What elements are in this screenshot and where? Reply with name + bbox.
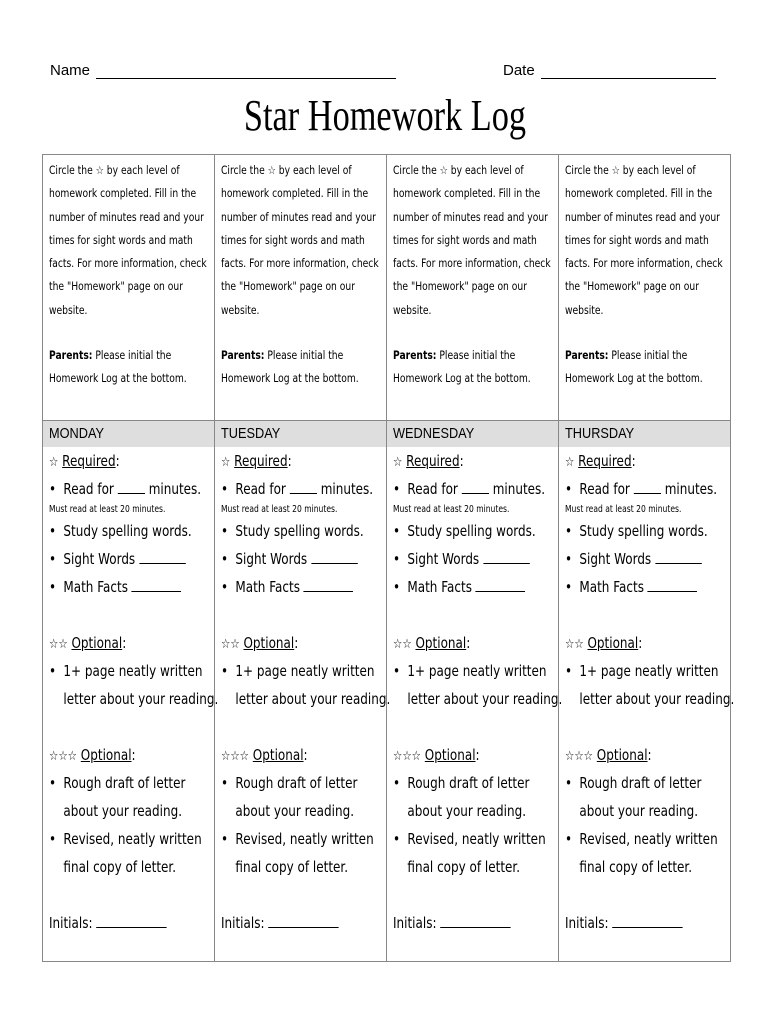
- sight-words-item: • Sight Words: [565, 545, 730, 573]
- required-section: [387, 447, 563, 937]
- date-field: [503, 62, 716, 79]
- rough-draft-line2: about your reading.: [63, 801, 183, 820]
- required-section: [559, 447, 735, 937]
- parents-note: [393, 344, 553, 391]
- instructions-block: [387, 155, 558, 391]
- parents-label: Parents:: [221, 349, 265, 363]
- rough-draft-line2: about your reading.: [235, 801, 355, 820]
- sight-words-text: Sight Words: [235, 549, 308, 568]
- parents-text: Please initial the Homework Log at the bottom.: [221, 349, 359, 386]
- rough-draft-line1: Rough draft of letter: [407, 773, 530, 792]
- rough-draft-item: • Rough draft of letter: [565, 773, 702, 792]
- header-row: [0, 62, 770, 84]
- parents-note: [221, 344, 381, 391]
- read-minutes-item: • Read for minutes.: [221, 479, 374, 498]
- read-suffix: minutes.: [492, 479, 546, 498]
- read-suffix: minutes.: [148, 479, 202, 498]
- day-column: [559, 155, 735, 962]
- required-heading: ☆ Required:: [393, 451, 464, 470]
- rough-draft-line2: about your reading.: [407, 801, 527, 820]
- rough-draft-line1: Rough draft of letter: [579, 773, 702, 792]
- optional3-heading: ☆☆☆ Optional:: [393, 745, 480, 764]
- spelling-text: Study spelling words.: [63, 521, 192, 540]
- day-column: [215, 155, 391, 962]
- three-star-icon: ☆☆☆: [221, 748, 249, 764]
- parents-text: Please initial the Homework Log at the bottom.: [393, 349, 531, 386]
- sight-words-item: • Sight Words: [221, 545, 386, 573]
- optional3-label: Optional: [252, 745, 304, 764]
- two-star-icon: ☆☆: [565, 636, 584, 652]
- three-star-icon: ☆☆☆: [565, 748, 593, 764]
- star-icon: ☆: [565, 454, 575, 470]
- read-prefix: Read for: [407, 479, 458, 498]
- initials-blank[interactable]: [96, 913, 166, 928]
- math-facts-text: Math Facts: [235, 577, 300, 596]
- math-facts-blank: [132, 577, 182, 592]
- initials-row: [393, 909, 558, 937]
- read-minutes-item: • Read for minutes.: [393, 479, 546, 498]
- optional2-label: Optional: [243, 633, 295, 652]
- day-label: WEDNESDAY: [393, 424, 475, 442]
- star-icon: ☆: [49, 454, 59, 470]
- day-header: [387, 420, 558, 447]
- must-read-note: Must read at least 20 minutes.: [565, 503, 682, 515]
- spelling-text: Study spelling words.: [579, 521, 708, 540]
- initials-blank[interactable]: [440, 913, 510, 928]
- star-icon: ☆: [221, 454, 231, 470]
- revised-item: • Revised, neatly written: [221, 829, 374, 848]
- instructions-text: Circle the ☆ by each level of homework completed. Fill in the number of minutes read and your times for sight words and math facts. For more information, check the "Homework" page on our website.: [221, 164, 379, 317]
- read-prefix: Read for: [579, 479, 630, 498]
- optional2-label: Optional: [71, 633, 123, 652]
- day-header: [559, 420, 730, 447]
- spelling-text: Study spelling words.: [407, 521, 536, 540]
- initials-label: Initials:: [49, 913, 93, 932]
- revised-line1: Revised, neatly written: [579, 829, 718, 848]
- math-facts-item: • Math Facts: [221, 573, 386, 601]
- star-icon: ☆: [393, 454, 403, 470]
- rough-draft-line1: Rough draft of letter: [63, 773, 186, 792]
- read-prefix: Read for: [63, 479, 114, 498]
- day-header: [43, 420, 214, 447]
- optional3-heading: ☆☆☆ Optional:: [565, 745, 652, 764]
- sight-words-item: • Sight Words: [393, 545, 558, 573]
- parents-label: Parents:: [565, 349, 609, 363]
- optional2-item: • 1+ page neatly written: [565, 661, 719, 680]
- initials-blank[interactable]: [612, 913, 682, 928]
- math-facts-item: • Math Facts: [565, 573, 730, 601]
- required-label: Required: [578, 451, 632, 470]
- optional3-label: Optional: [80, 745, 132, 764]
- day-label: TUESDAY: [221, 424, 281, 442]
- read-minutes-item: • Read for minutes.: [565, 479, 718, 498]
- revised-line1: Revised, neatly written: [235, 829, 374, 848]
- rough-draft-item: • Rough draft of letter: [221, 773, 358, 792]
- day-column: [43, 155, 219, 962]
- name-field: [50, 62, 396, 79]
- day-header: [215, 420, 386, 447]
- sight-words-blank: [139, 549, 185, 564]
- parents-text: Please initial the Homework Log at the bottom.: [49, 349, 187, 386]
- three-star-icon: ☆☆☆: [49, 748, 77, 764]
- three-star-icon: ☆☆☆: [393, 748, 421, 764]
- required-heading: ☆ Required:: [49, 451, 120, 470]
- two-star-icon: ☆☆: [393, 636, 412, 652]
- rough-draft-item: • Rough draft of letter: [49, 773, 186, 792]
- optional2-label: Optional: [415, 633, 467, 652]
- revised-line2: final copy of letter.: [235, 857, 349, 876]
- date-label: Date: [503, 62, 535, 79]
- optional2-line1: 1+ page neatly written: [579, 661, 719, 680]
- optional3-label: Optional: [424, 745, 476, 764]
- spelling-item: • Study spelling words.: [393, 521, 536, 540]
- required-section: [215, 447, 391, 937]
- must-read-note: Must read at least 20 minutes.: [221, 503, 338, 515]
- optional3-label: Optional: [596, 745, 648, 764]
- initials-label: Initials:: [565, 913, 609, 932]
- instructions-text: Circle the ☆ by each level of homework completed. Fill in the number of minutes read and your times for sight words and math facts. For more information, check the "Homework" page on our website.: [49, 164, 207, 317]
- instructions-block: [559, 155, 730, 391]
- optional3-heading: ☆☆☆ Optional:: [49, 745, 136, 764]
- day-label: THURSDAY: [565, 424, 635, 442]
- revised-line1: Revised, neatly written: [63, 829, 202, 848]
- rough-draft-item: • Rough draft of letter: [393, 773, 530, 792]
- math-facts-blank: [304, 577, 354, 592]
- optional2-label: Optional: [587, 633, 639, 652]
- instructions-block: [215, 155, 386, 391]
- initials-label: Initials:: [221, 913, 265, 932]
- math-facts-blank: [476, 577, 526, 592]
- rough-draft-line2: about your reading.: [579, 801, 699, 820]
- required-section: [43, 447, 219, 937]
- read-suffix: minutes.: [320, 479, 374, 498]
- revised-item: • Revised, neatly written: [49, 829, 202, 848]
- revised-line2: final copy of letter.: [63, 857, 177, 876]
- optional2-line1: 1+ page neatly written: [407, 661, 547, 680]
- sight-words-text: Sight Words: [63, 549, 136, 568]
- rough-draft-line1: Rough draft of letter: [235, 773, 358, 792]
- math-facts-text: Math Facts: [63, 577, 128, 596]
- optional2-line2: letter about your reading.: [407, 689, 563, 708]
- math-facts-blank: [648, 577, 698, 592]
- must-read-note: Must read at least 20 minutes.: [49, 503, 166, 515]
- required-label: Required: [234, 451, 288, 470]
- sight-words-item: • Sight Words: [49, 545, 214, 573]
- two-star-icon: ☆☆: [221, 636, 240, 652]
- optional2-line2: letter about your reading.: [63, 689, 219, 708]
- optional2-line1: 1+ page neatly written: [63, 661, 203, 680]
- spelling-item: • Study spelling words.: [49, 521, 192, 540]
- read-prefix: Read for: [235, 479, 286, 498]
- minutes-blank: [118, 479, 145, 494]
- must-read-note: Must read at least 20 minutes.: [393, 503, 510, 515]
- sight-words-blank: [311, 549, 357, 564]
- required-heading: ☆ Required:: [221, 451, 292, 470]
- sight-words-text: Sight Words: [579, 549, 652, 568]
- initials-label: Initials:: [393, 913, 437, 932]
- optional2-heading: ☆☆ Optional:: [565, 633, 643, 652]
- revised-line2: final copy of letter.: [579, 857, 693, 876]
- two-star-icon: ☆☆: [49, 636, 68, 652]
- parents-note: [49, 344, 209, 391]
- revised-line2: final copy of letter.: [407, 857, 521, 876]
- required-label: Required: [62, 451, 116, 470]
- initials-row: [49, 909, 214, 937]
- optional2-line2: letter about your reading.: [235, 689, 391, 708]
- required-heading: ☆ Required:: [565, 451, 636, 470]
- optional2-line1: 1+ page neatly written: [235, 661, 375, 680]
- optional2-item: • 1+ page neatly written: [221, 661, 375, 680]
- instructions-text: Circle the ☆ by each level of homework completed. Fill in the number of minutes read and your times for sight words and math facts. For more information, check the "Homework" page on our website.: [393, 164, 551, 317]
- initials-row: [565, 909, 730, 937]
- optional2-heading: ☆☆ Optional:: [393, 633, 471, 652]
- minutes-blank: [634, 479, 661, 494]
- math-facts-item: • Math Facts: [49, 573, 214, 601]
- parents-note: [565, 344, 725, 391]
- day-label: MONDAY: [49, 424, 105, 442]
- minutes-blank: [290, 479, 317, 494]
- read-minutes-item: • Read for minutes.: [49, 479, 202, 498]
- spelling-text: Study spelling words.: [235, 521, 364, 540]
- page-title: Star Homework Log: [243, 91, 527, 140]
- name-label: Name: [50, 62, 91, 79]
- optional3-heading: ☆☆☆ Optional:: [221, 745, 308, 764]
- date-blank-line: [541, 64, 716, 79]
- read-suffix: minutes.: [664, 479, 718, 498]
- revised-item: • Revised, neatly written: [393, 829, 546, 848]
- minutes-blank: [462, 479, 489, 494]
- parents-text: Please initial the Homework Log at the bottom.: [565, 349, 703, 386]
- day-column: [387, 155, 563, 962]
- optional2-heading: ☆☆ Optional:: [49, 633, 127, 652]
- math-facts-item: • Math Facts: [393, 573, 558, 601]
- initials-blank[interactable]: [268, 913, 338, 928]
- spelling-item: • Study spelling words.: [565, 521, 708, 540]
- sight-words-text: Sight Words: [407, 549, 480, 568]
- instructions-block: [43, 155, 214, 391]
- sight-words-blank: [655, 549, 701, 564]
- required-label: Required: [406, 451, 460, 470]
- optional2-item: • 1+ page neatly written: [393, 661, 547, 680]
- instructions-text: Circle the ☆ by each level of homework completed. Fill in the number of minutes read and your times for sight words and math facts. For more information, check the "Homework" page on our website.: [565, 164, 723, 317]
- optional2-heading: ☆☆ Optional:: [221, 633, 299, 652]
- optional2-line2: letter about your reading.: [579, 689, 735, 708]
- math-facts-text: Math Facts: [407, 577, 472, 596]
- revised-line1: Revised, neatly written: [407, 829, 546, 848]
- spelling-item: • Study spelling words.: [221, 521, 364, 540]
- math-facts-text: Math Facts: [579, 577, 644, 596]
- homework-log-table: [42, 154, 735, 962]
- revised-item: • Revised, neatly written: [565, 829, 718, 848]
- parents-label: Parents:: [49, 349, 93, 363]
- name-blank-line: [96, 64, 396, 79]
- parents-label: Parents:: [393, 349, 437, 363]
- initials-row: [221, 909, 386, 937]
- sight-words-blank: [483, 549, 529, 564]
- optional2-item: • 1+ page neatly written: [49, 661, 203, 680]
